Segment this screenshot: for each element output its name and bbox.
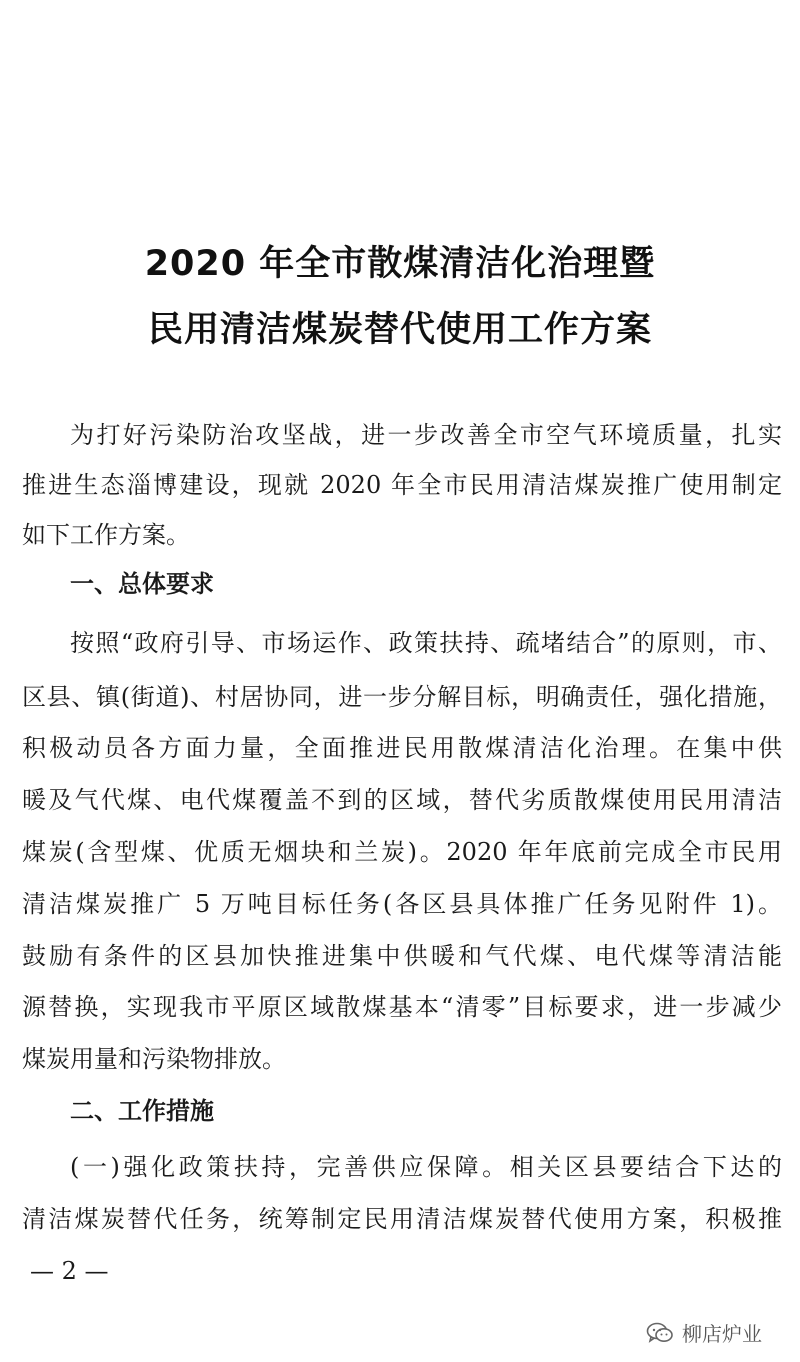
page-number: — 2 — (30, 1257, 109, 1285)
section-2-heading: 二、工作措施 (70, 1097, 214, 1125)
intro-line-2: 推进生态淄博建设，现就 2020 年全市民用清洁煤炭推广使用制定 (22, 471, 782, 499)
intro-line-3: 如下工作方案。 (22, 521, 190, 549)
section-1-line-5: 煤炭(含型煤、优质无烟块和兰炭)。2020 年年底前完成全市民用 (22, 838, 782, 866)
watermark-text: 柳店炉业 (682, 1322, 762, 1346)
wechat-icon (646, 1322, 674, 1344)
intro-line-1: 为打好污染防治攻坚战，进一步改善全市空气环境质量，扎实 (70, 421, 782, 449)
section-1-line-1: 按照“政府引导、市场运作、政策扶持、疏堵结合”的原则，市、 (70, 629, 782, 657)
document-title-line-2: 民用清洁煤炭替代使用工作方案 (147, 310, 652, 350)
section-1-line-8: 源替换，实现我市平原区域散煤基本“清零”目标要求，进一步减少 (22, 993, 782, 1021)
section-1-line-9: 煤炭用量和污染物排放。 (22, 1045, 286, 1073)
section-1-line-6: 清洁煤炭推广 5 万吨目标任务(各区县具体推广任务见附件 1)。 (22, 890, 782, 918)
section-1-line-3: 积极动员各方面力量，全面推进民用散煤清洁化治理。在集中供 (22, 734, 782, 762)
section-1-line-4: 暖及气代煤、电代煤覆盖不到的区域，替代劣质散煤使用民用清洁 (22, 786, 782, 814)
section-2-line-2: 清洁煤炭替代任务，统筹制定民用清洁煤炭替代使用方案，积极推 (22, 1205, 782, 1233)
document-title-line-1: 2020 年全市散煤清洁化治理暨 (144, 244, 656, 284)
section-1-heading: 一、总体要求 (70, 570, 214, 598)
watermark (646, 1318, 762, 1347)
section-1-line-7: 鼓励有条件的区县加快推进集中供暖和气代煤、电代煤等清洁能 (22, 942, 782, 970)
section-2-line-1: (一)强化政策扶持，完善供应保障。相关区县要结合下达的 (70, 1153, 782, 1181)
section-1-line-2: 区县、镇(街道)、村居协同，进一步分解目标，明确责任，强化措施， (22, 683, 782, 711)
